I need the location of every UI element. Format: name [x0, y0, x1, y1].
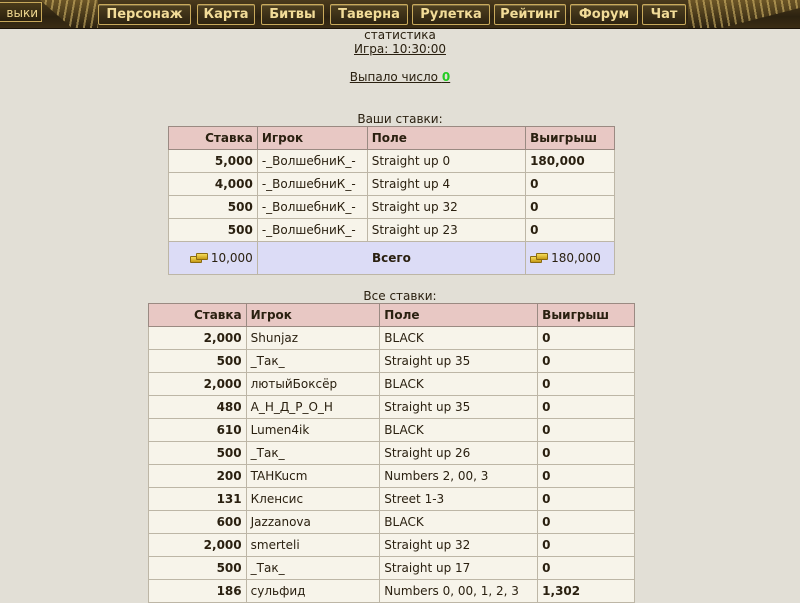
cell-win: 1,302 — [538, 580, 635, 603]
tab-personazh[interactable]: Персонаж — [98, 4, 191, 25]
cell-field: BLACK — [380, 419, 538, 442]
cell-bet: 4,000 — [169, 173, 258, 196]
cell-bet: 2,000 — [149, 373, 247, 396]
total-win-value: 180,000 — [551, 251, 601, 265]
cell-win: 0 — [538, 419, 635, 442]
tab-forum[interactable]: Форум — [570, 4, 638, 25]
table-row — [149, 511, 635, 534]
cell-win: 0 — [538, 465, 635, 488]
cell-bet: 500 — [149, 442, 247, 465]
game-time-row — [0, 42, 800, 56]
table-row — [149, 534, 635, 557]
total-win — [526, 242, 615, 275]
total-label: Всего — [257, 242, 525, 275]
cell-win: 0 — [538, 488, 635, 511]
cell-field: Straight up 23 — [367, 219, 525, 242]
col-player: Игрок — [257, 127, 367, 150]
cell-field: Straight up 4 — [367, 173, 525, 196]
cell-bet: 2,000 — [149, 327, 247, 350]
cell-player: Lumen4ik — [246, 419, 380, 442]
table-row — [149, 580, 635, 603]
cell-field: Straight up 35 — [380, 350, 538, 373]
cell-player: _Так_ — [246, 557, 380, 580]
result-label: Выпало число — [349, 70, 439, 84]
tab-reyting[interactable]: Рейтинг — [494, 4, 566, 25]
table-row — [149, 419, 635, 442]
cell-field: Straight up 0 — [367, 150, 525, 173]
cell-player: -_ВолшебниК_- — [257, 219, 367, 242]
cell-player: -_ВолшебниК_- — [257, 173, 367, 196]
table-row — [149, 396, 635, 419]
game-time-link[interactable]: Игра: 10:30:00 — [353, 42, 446, 56]
total-bet — [169, 242, 258, 275]
your-bets-caption: Ваши ставки: — [357, 112, 443, 126]
cell-field: Straight up 35 — [380, 396, 538, 419]
cell-bet: 600 — [149, 511, 247, 534]
cell-bet: 610 — [149, 419, 247, 442]
cell-bet: 131 — [149, 488, 247, 511]
result-row — [0, 70, 800, 84]
col-field: Поле — [367, 127, 525, 150]
cell-player: сульфид — [246, 580, 380, 603]
ornament-right — [688, 0, 800, 28]
tab-taverna[interactable]: Таверна — [330, 4, 408, 25]
cell-bet: 500 — [169, 219, 258, 242]
cell-bet: 500 — [149, 350, 247, 373]
tab-bitvy[interactable]: Битвы — [261, 4, 324, 25]
cell-win: 0 — [526, 196, 615, 219]
result-link[interactable] — [350, 70, 450, 84]
all-bets-table — [148, 303, 635, 603]
cell-bet: 500 — [149, 557, 247, 580]
stats-title: статистика — [364, 28, 436, 42]
cell-win: 180,000 — [526, 150, 615, 173]
col-win: Выигрыш — [538, 304, 635, 327]
cell-field: Numbers 0, 00, 1, 2, 3 — [380, 580, 538, 603]
cell-player: Shunjaz — [246, 327, 380, 350]
your-bets-table — [168, 126, 615, 275]
cell-bet: 480 — [149, 396, 247, 419]
cell-player: лютыйБоксёр — [246, 373, 380, 396]
table-row — [149, 488, 635, 511]
cell-win: 0 — [538, 442, 635, 465]
cell-player: Кленсис — [246, 488, 380, 511]
cell-player: Jazzanova — [246, 511, 380, 534]
col-field: Поле — [380, 304, 538, 327]
cell-player: -_ВолшебниК_- — [257, 196, 367, 219]
cell-win: 0 — [538, 511, 635, 534]
all-bets-caption: Все ставки: — [363, 289, 437, 303]
cell-bet: 500 — [169, 196, 258, 219]
your-bets-total-row — [169, 242, 615, 275]
cell-field: Numbers 2, 00, 3 — [380, 465, 538, 488]
table-row — [149, 373, 635, 396]
cell-player: TAHKucm — [246, 465, 380, 488]
cell-player: smerteli — [246, 534, 380, 557]
cell-field: BLACK — [380, 511, 538, 534]
cell-win: 0 — [538, 396, 635, 419]
cell-win: 0 — [538, 557, 635, 580]
table-row — [169, 150, 615, 173]
table-row — [169, 196, 615, 219]
table-row — [169, 219, 615, 242]
cell-win: 0 — [538, 350, 635, 373]
cell-field: Street 1-3 — [380, 488, 538, 511]
table-row — [149, 350, 635, 373]
cell-player: А_Н_Д_Р_О_Н — [246, 396, 380, 419]
cell-win: 0 — [538, 534, 635, 557]
cell-player: _Так_ — [246, 442, 380, 465]
tab-karta[interactable]: Карта — [197, 4, 255, 25]
result-number: 0 — [441, 70, 451, 84]
your-bets-header-row — [169, 127, 615, 150]
tab-chat[interactable]: Чат — [642, 4, 686, 25]
cell-field: Straight up 32 — [380, 534, 538, 557]
col-win: Выигрыш — [526, 127, 615, 150]
cell-bet: 200 — [149, 465, 247, 488]
table-row — [149, 442, 635, 465]
cell-field: BLACK — [380, 373, 538, 396]
cell-win: 0 — [526, 219, 615, 242]
gold-icon — [530, 253, 548, 263]
cell-win: 0 — [538, 327, 635, 350]
gold-icon — [190, 253, 208, 263]
all-bets-header-row — [149, 304, 635, 327]
cell-field: Straight up 17 — [380, 557, 538, 580]
table-row — [169, 173, 615, 196]
cell-field: BLACK — [380, 327, 538, 350]
table-row — [149, 327, 635, 350]
col-bet: Ставка — [149, 304, 247, 327]
cell-bet: 2,000 — [149, 534, 247, 557]
cell-bet: 186 — [149, 580, 247, 603]
cell-win: 0 — [538, 373, 635, 396]
cell-win: 0 — [526, 173, 615, 196]
cell-player: _Так_ — [246, 350, 380, 373]
col-player: Игрок — [246, 304, 380, 327]
cell-player: -_ВолшебниК_- — [257, 150, 367, 173]
cell-bet: 5,000 — [169, 150, 258, 173]
total-bet-value: 10,000 — [210, 251, 253, 265]
col-bet: Ставка — [169, 127, 258, 150]
cell-field: Straight up 26 — [380, 442, 538, 465]
tab-partial-left[interactable]: выки — [0, 2, 42, 22]
cell-field: Straight up 32 — [367, 196, 525, 219]
top-menu-bar — [0, 0, 800, 29]
ornament-left — [40, 0, 98, 28]
table-row — [149, 465, 635, 488]
table-row — [149, 557, 635, 580]
tab-ruletka[interactable]: Рулетка — [412, 4, 490, 25]
